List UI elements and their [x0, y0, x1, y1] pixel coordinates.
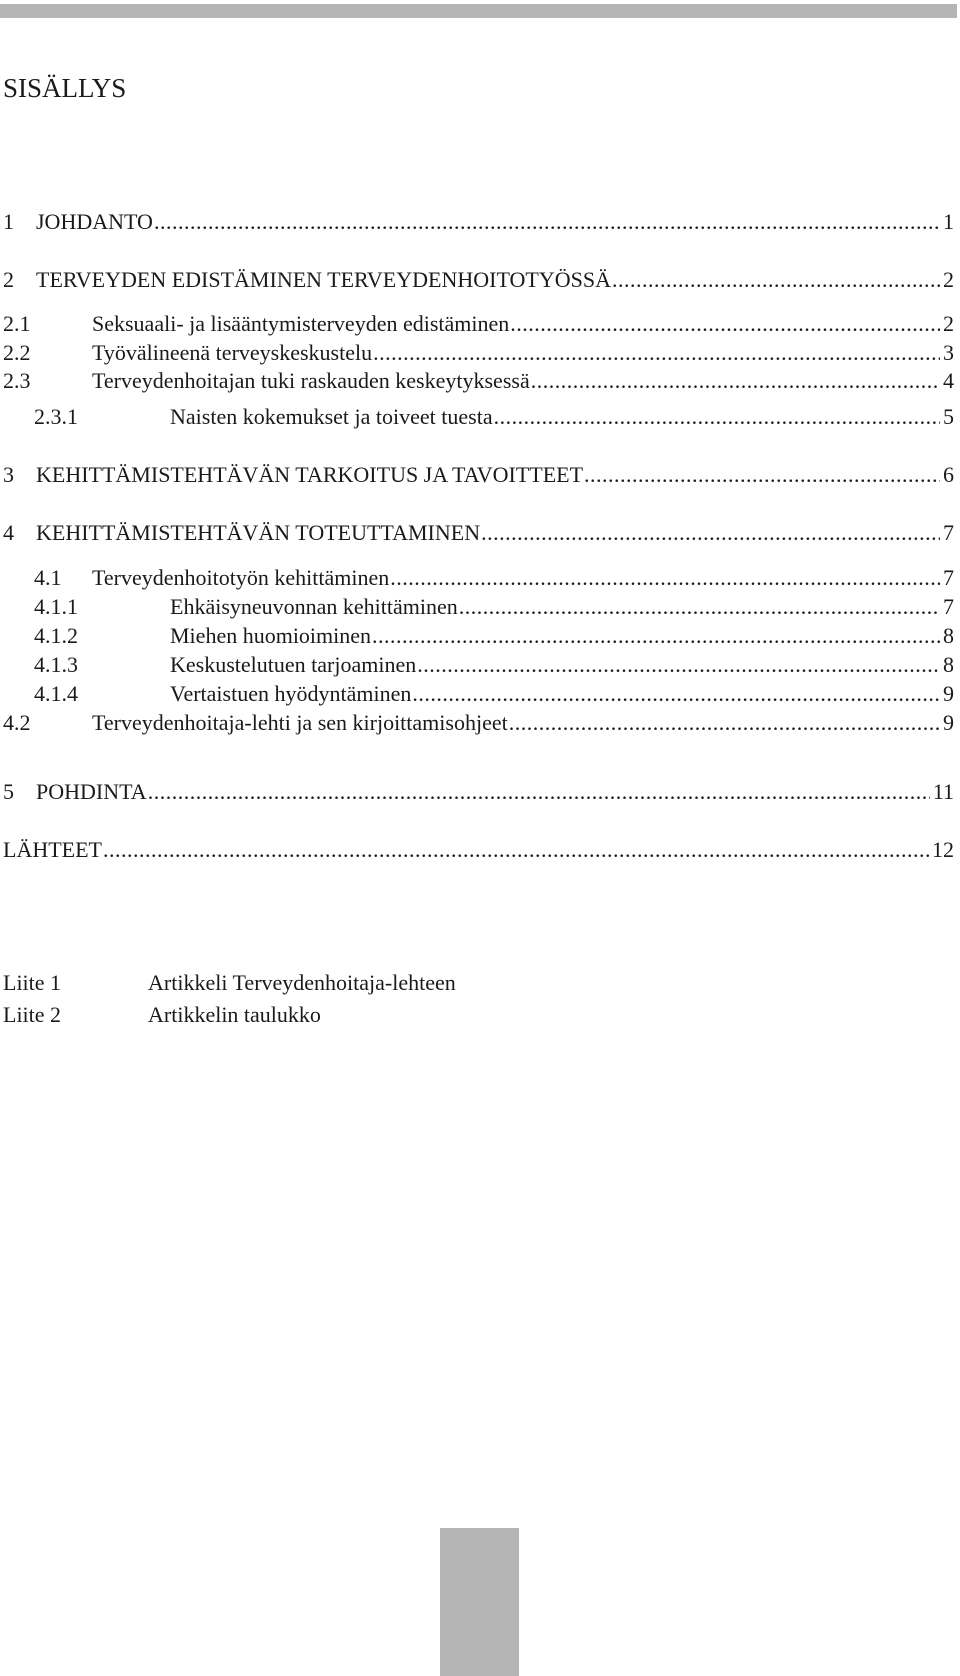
toc-entry-number: 4.1.2: [34, 623, 78, 648]
toc-entry-number: 4.1.3: [34, 652, 78, 677]
toc-entry-page: 7: [943, 594, 954, 619]
appendix-row: [3, 1000, 603, 1030]
toc-entry-title: KEHITTÄMISTEHTÄVÄN TARKOITUS JA TAVOITTEET: [36, 462, 584, 487]
toc-entry-page: 12: [932, 837, 954, 862]
toc-entry-4-1-1[interactable]: [34, 592, 954, 622]
footer-block: [440, 1528, 519, 1676]
toc-entry-title: Keskustelutuen tarjoaminen: [170, 652, 417, 677]
toc-entry-page: 8: [943, 623, 954, 648]
dot-leader: [372, 621, 940, 651]
toc-entry-title: Terveydenhoitaja-lehti ja sen kirjoittamisohjeet: [92, 710, 508, 735]
dot-leader: [459, 592, 940, 622]
toc-entry-4-1-4[interactable]: [34, 679, 954, 709]
dot-leader: [148, 777, 930, 807]
toc-entry-title: TERVEYDEN EDISTÄMINEN TERVEYDENHOITOTYÖSSÄ: [36, 267, 611, 292]
toc-entry-5[interactable]: [3, 777, 954, 807]
toc-entry-number: 4: [3, 520, 14, 545]
toc-entry-2[interactable]: [3, 265, 954, 295]
dot-leader: [103, 835, 929, 865]
toc-entry-number: 4.1.1: [34, 594, 78, 619]
dot-leader: [154, 207, 940, 237]
toc-entry-4-1-3[interactable]: [34, 650, 954, 680]
toc-entry-title: Terveydenhoitotyön kehittäminen: [92, 565, 390, 590]
toc-entry-page: 4: [943, 368, 954, 393]
page-title: SISÄLLYS: [3, 73, 127, 103]
toc-entry-page: 6: [943, 462, 954, 487]
dot-leader: [531, 366, 940, 396]
appendix-label: Liite 2: [3, 1002, 62, 1027]
appendix-row: [3, 968, 603, 998]
toc-entry-number: 2.2: [3, 340, 31, 365]
toc-entry-4-1-2[interactable]: [34, 621, 954, 651]
dot-leader: [494, 402, 940, 432]
toc-entry-4[interactable]: [3, 518, 954, 548]
toc-entry-number: 2.3.1: [34, 404, 78, 429]
dot-leader: [510, 309, 940, 339]
toc-entry-title: KEHITTÄMISTEHTÄVÄN TOTEUTTAMINEN: [36, 520, 481, 545]
toc-entry-title: Vertaistuen hyödyntäminen: [170, 681, 412, 706]
toc-entry-number: 2.1: [3, 311, 31, 336]
toc-entry-2-3-1[interactable]: [34, 402, 954, 432]
dot-leader: [509, 708, 940, 738]
toc-entry-title: JOHDANTO: [36, 209, 153, 234]
toc-entry-2-3[interactable]: [3, 366, 954, 396]
toc-entry-page: 9: [943, 681, 954, 706]
appendix-title: Artikkeli Terveydenhoitaja-lehteen: [148, 970, 456, 995]
toc-entry-number: 5: [3, 779, 14, 804]
toc-entry-page: 2: [943, 267, 954, 292]
toc-entry-number: 2.3: [3, 368, 31, 393]
appendix-label: Liite 1: [3, 970, 62, 995]
dot-leader: [373, 338, 940, 368]
toc-entry-page: 5: [943, 404, 954, 429]
toc-entry-title: Miehen huomioiminen: [170, 623, 372, 648]
dot-leader: [412, 679, 940, 709]
toc-entry-title: Ehkäisyneuvonnan kehittäminen: [170, 594, 458, 619]
toc-entry-2-1[interactable]: [3, 309, 954, 339]
toc-entry-page: 2: [943, 311, 954, 336]
toc-entry-title: Terveydenhoitajan tuki raskauden keskeytyksessä: [92, 368, 530, 393]
toc-entry-2-2[interactable]: [3, 338, 954, 368]
toc-entry-4-2[interactable]: [3, 708, 954, 738]
toc-entry-page: 7: [943, 565, 954, 590]
toc-entry-3[interactable]: [3, 460, 954, 490]
toc-entry-number: 2: [3, 267, 14, 292]
toc-entry-page: 1: [943, 209, 954, 234]
toc-entry-title: Seksuaali- ja lisääntymisterveyden edistäminen: [92, 311, 510, 336]
toc-entry-number: 3: [3, 462, 14, 487]
toc-entry-page: 3: [943, 340, 954, 365]
dot-leader: [584, 460, 940, 490]
dot-leader: [481, 518, 940, 548]
dot-leader: [390, 563, 940, 593]
dot-leader: [612, 265, 940, 295]
toc-entry-4-1[interactable]: [34, 563, 954, 593]
toc-entry-title: Työvälineenä terveyskeskustelu: [92, 340, 373, 365]
toc-entry-page: 11: [932, 779, 954, 804]
toc-entry-page: 9: [943, 710, 954, 735]
toc-entry-lahteet[interactable]: [3, 835, 954, 865]
toc-entry-1[interactable]: [3, 207, 954, 237]
toc-entry-number: 1: [3, 209, 14, 234]
toc-entry-page: 8: [943, 652, 954, 677]
toc-entry-number: 4.1.4: [34, 681, 78, 706]
toc-entry-title: POHDINTA: [36, 779, 147, 804]
toc-entry-title: Naisten kokemukset ja toiveet tuesta: [170, 404, 493, 429]
dot-leader: [417, 650, 940, 680]
toc-entry-title: LÄHTEET: [3, 837, 102, 862]
appendix-title: Artikkelin taulukko: [148, 1002, 321, 1027]
top-rule: [0, 4, 957, 18]
toc-entry-number: 4.1: [34, 565, 62, 590]
toc-entry-number: 4.2: [3, 710, 31, 735]
toc-entry-page: 7: [943, 520, 954, 545]
